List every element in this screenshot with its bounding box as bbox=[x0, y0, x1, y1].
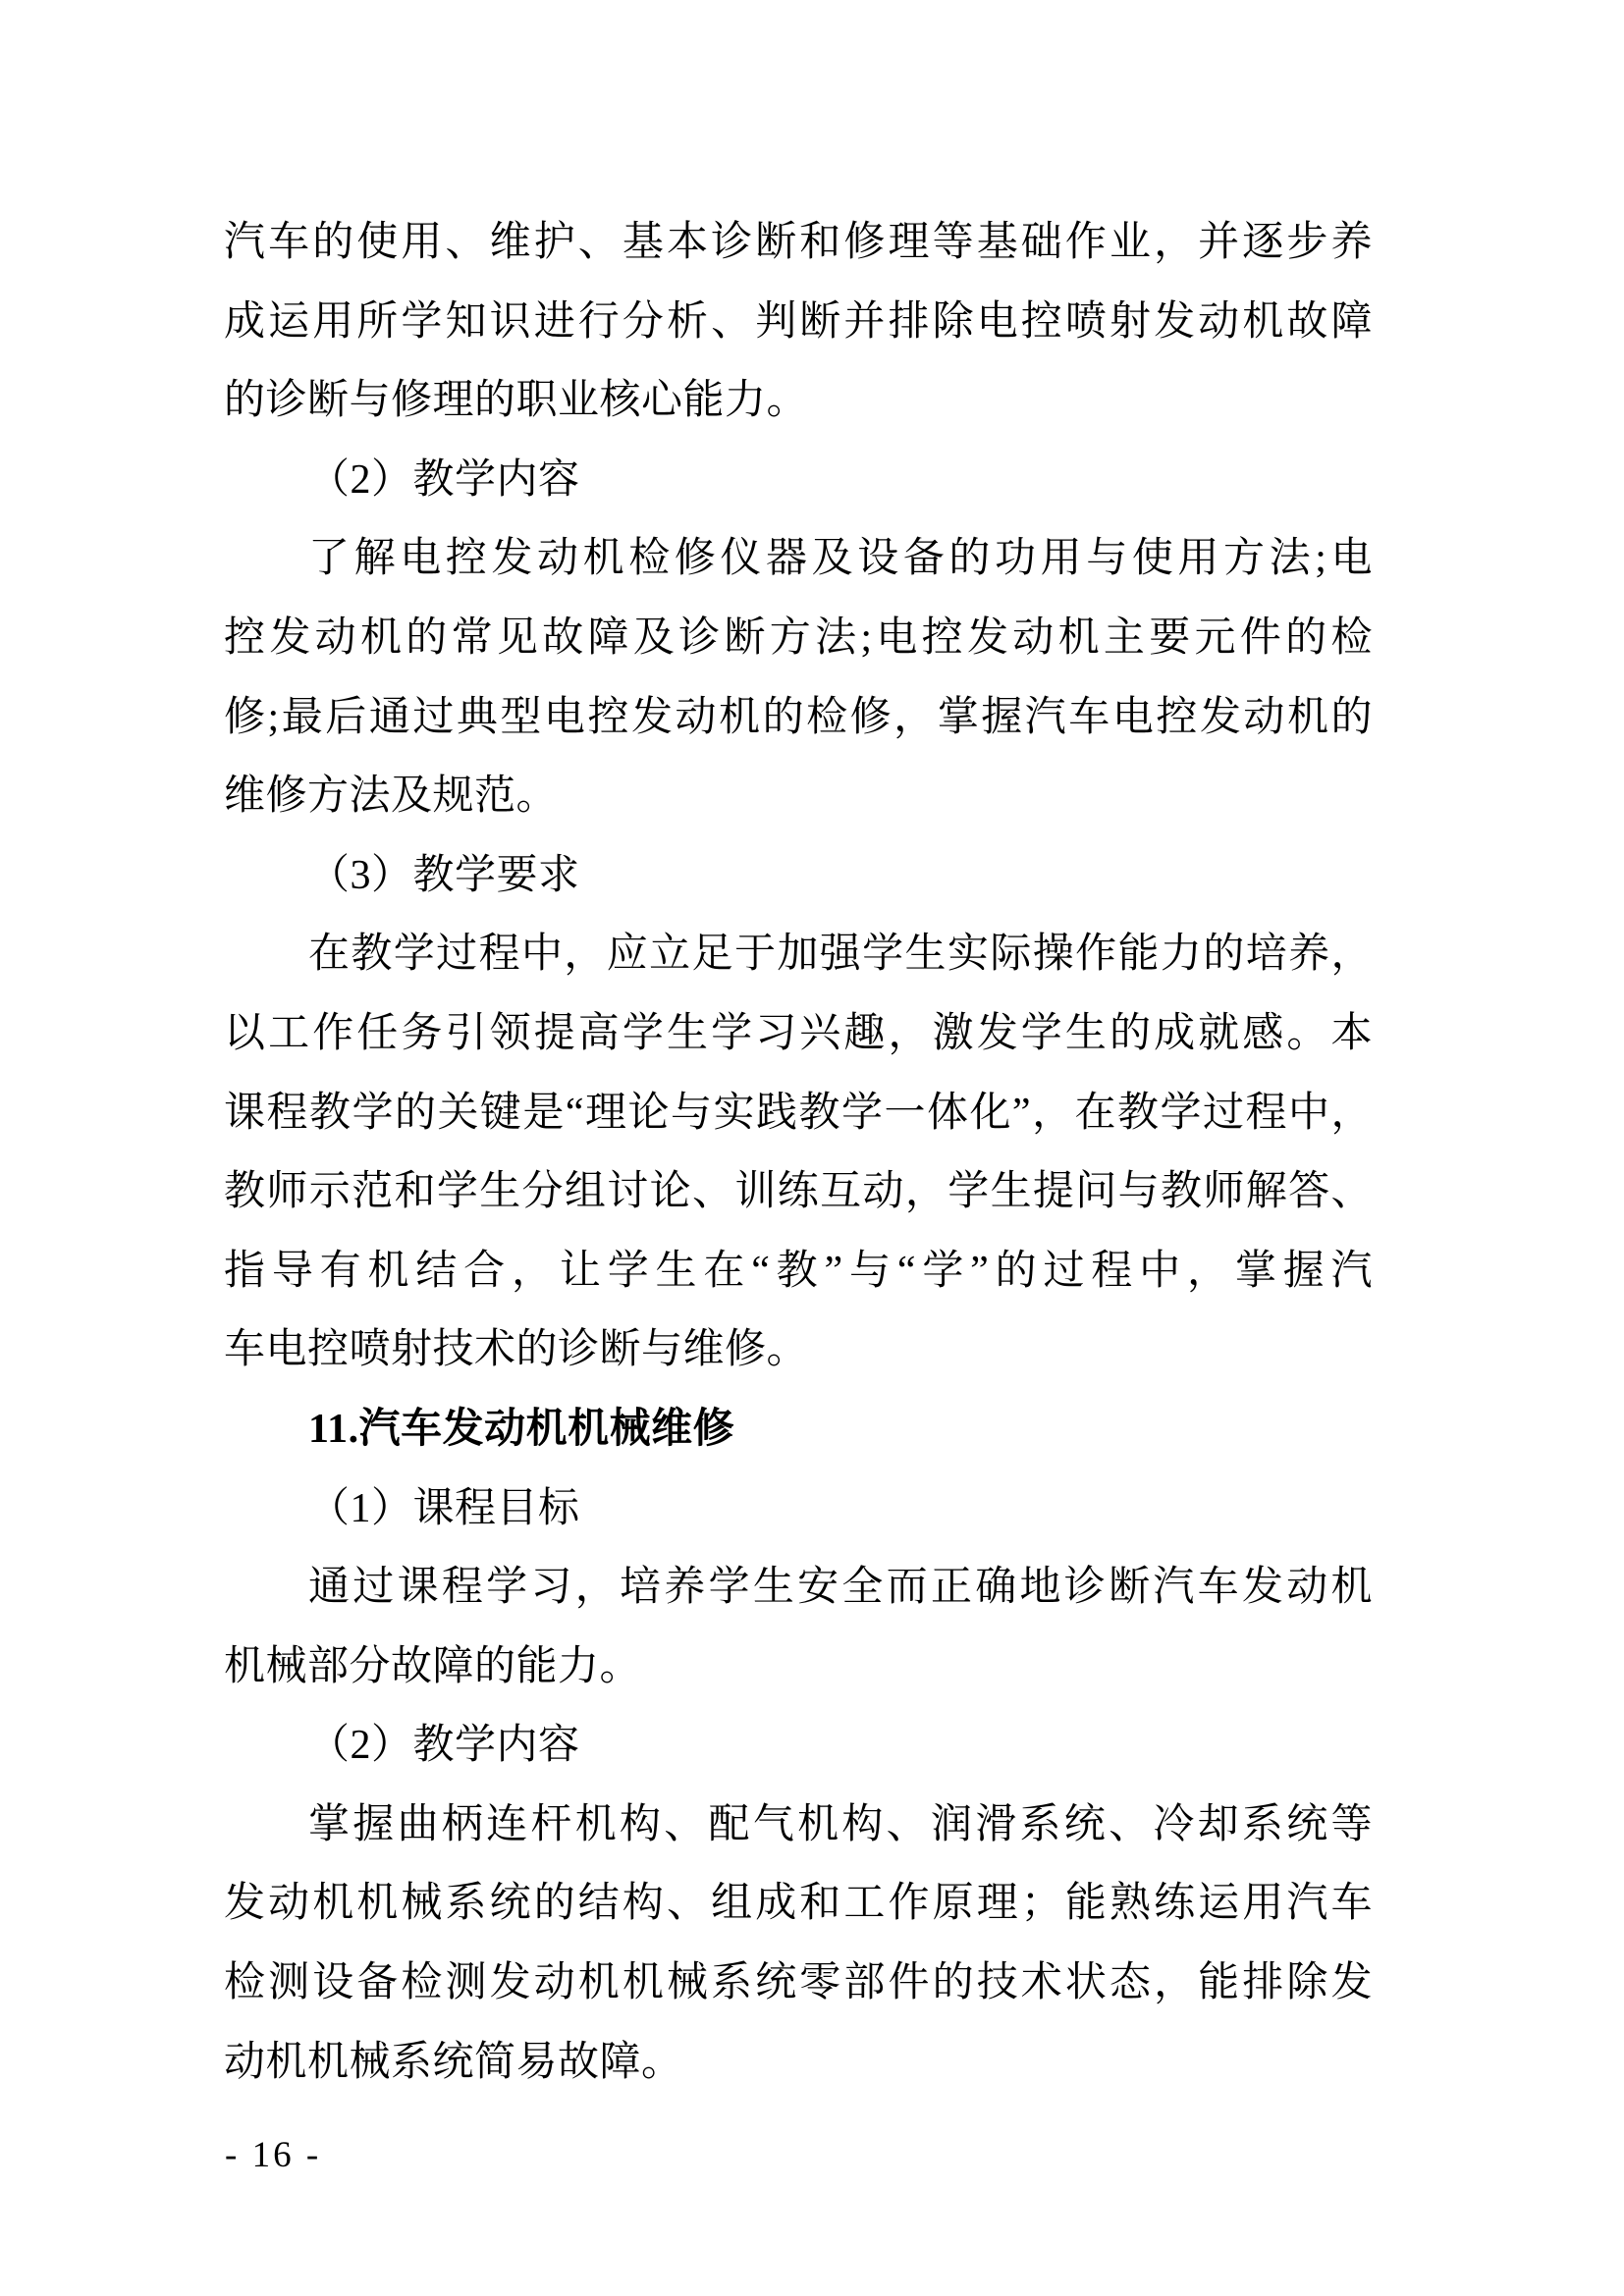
heading-teaching-requirements-line-1: （3）教学要求 bbox=[308, 852, 580, 898]
para-teaching-requirements-line-3: 课程教学的关键是“理论与实践教学一体化”，在教学过程中， bbox=[224, 1090, 1373, 1136]
heading-course-11-line-1: 11.汽车发动机机械维修 bbox=[308, 1406, 735, 1452]
para-teaching-content-2-line-3: 检测设备检测发动机机械系统零部件的技术状态，能排除发 bbox=[224, 1960, 1373, 2006]
heading-teaching-content-2-line-1: （2）教学内容 bbox=[308, 1723, 580, 1769]
para-teaching-requirements-line-5: 指导有机结合，让学生在“教”与“学”的过程中，掌握汽 bbox=[224, 1248, 1373, 1294]
heading-course-goal-line-1: （1）课程目标 bbox=[308, 1485, 580, 1531]
para-core-ability-line-1: 汽车的使用、维护、基本诊断和修理等基础作业，并逐步养 bbox=[224, 220, 1373, 265]
para-course-goal-line-2: 机械部分故障的能力。 bbox=[224, 1643, 642, 1689]
para-teaching-content-2-line-4: 动机机械系统简易故障。 bbox=[224, 2039, 683, 2085]
para-teaching-content-line-2: 控发动机的常见故障及诊断方法;电控发动机主要元件的检 bbox=[224, 614, 1373, 661]
para-teaching-content-2-line-1: 掌握曲柄连杆机构、配气机构、润滑系统、冷却系统等 bbox=[308, 1801, 1373, 1847]
heading-teaching-content-line-1: （2）教学内容 bbox=[308, 456, 580, 503]
para-teaching-content-line-3: 修;最后通过典型电控发动机的检修，掌握汽车电控发动机的 bbox=[224, 694, 1373, 740]
para-teaching-requirements-line-4: 教师示范和学生分组讨论、训练互动，学生提问与教师解答、 bbox=[224, 1169, 1373, 1215]
para-teaching-content-2-line-2: 发动机机械系统的结构、组成和工作原理；能熟练运用汽车 bbox=[224, 1881, 1373, 1927]
para-core-ability-line-2: 成运用所学知识进行分析、判断并排除电控喷射发动机故障 bbox=[224, 298, 1373, 345]
para-core-ability-line-3: 的诊断与修理的职业核心能力。 bbox=[224, 378, 809, 424]
para-teaching-content-line-4: 维修方法及规范。 bbox=[224, 774, 559, 820]
para-teaching-requirements-line-1: 在教学过程中，应立足于加强学生实际操作能力的培养， bbox=[308, 932, 1373, 978]
document-body bbox=[224, 203, 1373, 2102]
para-teaching-content-line-1: 了解电控发动机检修仪器及设备的功用与使用方法;电 bbox=[308, 536, 1373, 582]
page-number: - 16 - bbox=[225, 2135, 322, 2175]
para-teaching-requirements-line-2: 以工作任务引领提高学生学习兴趣，激发学生的成就感。本 bbox=[224, 1010, 1373, 1056]
para-course-goal-line-1: 通过课程学习，培养学生安全而正确地诊断汽车发动机 bbox=[308, 1565, 1373, 1611]
para-teaching-requirements-line-6: 车电控喷射技术的诊断与维修。 bbox=[224, 1327, 809, 1373]
